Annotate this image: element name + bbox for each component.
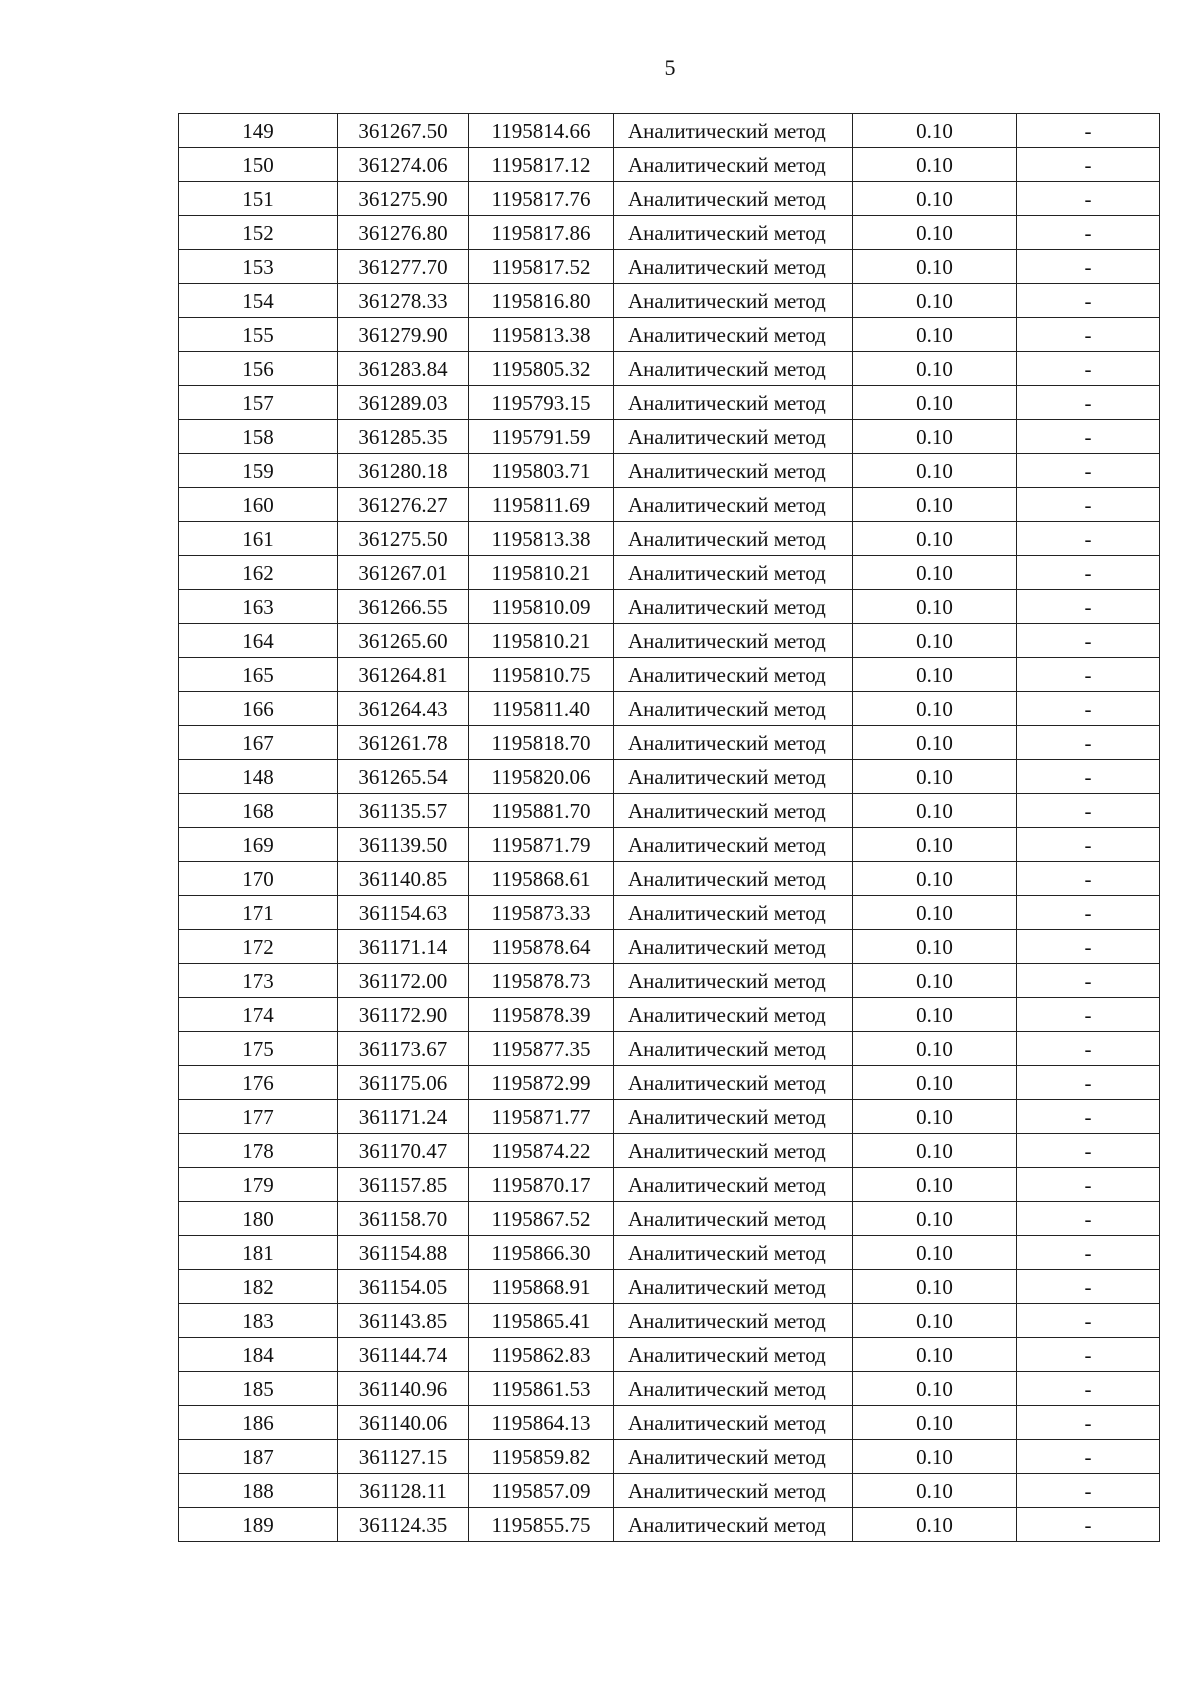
point-number-cell: 156	[179, 352, 338, 386]
accuracy-cell: 0.10	[853, 284, 1017, 318]
table-row	[179, 284, 1160, 318]
table-row	[179, 114, 1160, 148]
accuracy-cell: 0.10	[853, 1270, 1017, 1304]
description-cell: -	[1017, 318, 1160, 352]
y-coordinate-cell: 1195813.38	[469, 522, 614, 556]
y-coordinate-cell: 1195817.76	[469, 182, 614, 216]
method-cell: Аналитический метод	[614, 998, 853, 1032]
point-number-cell: 167	[179, 726, 338, 760]
method-cell: Аналитический метод	[614, 658, 853, 692]
point-number-cell: 171	[179, 896, 338, 930]
x-coordinate-cell: 361266.55	[338, 590, 469, 624]
y-coordinate-cell: 1195870.17	[469, 1168, 614, 1202]
x-coordinate-cell: 361128.11	[338, 1474, 469, 1508]
table-row	[179, 1202, 1160, 1236]
table-row	[179, 760, 1160, 794]
table-row	[179, 1304, 1160, 1338]
description-cell: -	[1017, 420, 1160, 454]
description-cell: -	[1017, 1100, 1160, 1134]
method-cell: Аналитический метод	[614, 1338, 853, 1372]
x-coordinate-cell: 361285.35	[338, 420, 469, 454]
x-coordinate-cell: 361124.35	[338, 1508, 469, 1542]
accuracy-cell: 0.10	[853, 1304, 1017, 1338]
accuracy-cell: 0.10	[853, 556, 1017, 590]
accuracy-cell: 0.10	[853, 862, 1017, 896]
table-row	[179, 352, 1160, 386]
point-number-cell: 180	[179, 1202, 338, 1236]
description-cell: -	[1017, 1202, 1160, 1236]
method-cell: Аналитический метод	[614, 1474, 853, 1508]
description-cell: -	[1017, 726, 1160, 760]
accuracy-cell: 0.10	[853, 1168, 1017, 1202]
method-cell: Аналитический метод	[614, 624, 853, 658]
y-coordinate-cell: 1195865.41	[469, 1304, 614, 1338]
accuracy-cell: 0.10	[853, 1202, 1017, 1236]
y-coordinate-cell: 1195810.21	[469, 624, 614, 658]
point-number-cell: 151	[179, 182, 338, 216]
x-coordinate-cell: 361135.57	[338, 794, 469, 828]
accuracy-cell: 0.10	[853, 896, 1017, 930]
description-cell: -	[1017, 590, 1160, 624]
x-coordinate-cell: 361172.90	[338, 998, 469, 1032]
x-coordinate-cell: 361274.06	[338, 148, 469, 182]
description-cell: -	[1017, 624, 1160, 658]
x-coordinate-cell: 361267.01	[338, 556, 469, 590]
point-number-cell: 187	[179, 1440, 338, 1474]
table-row	[179, 250, 1160, 284]
y-coordinate-cell: 1195814.66	[469, 114, 614, 148]
x-coordinate-cell: 361171.14	[338, 930, 469, 964]
point-number-cell: 173	[179, 964, 338, 998]
table-row	[179, 318, 1160, 352]
y-coordinate-cell: 1195810.09	[469, 590, 614, 624]
table-row	[179, 1372, 1160, 1406]
point-number-cell: 161	[179, 522, 338, 556]
description-cell: -	[1017, 998, 1160, 1032]
accuracy-cell: 0.10	[853, 182, 1017, 216]
method-cell: Аналитический метод	[614, 794, 853, 828]
method-cell: Аналитический метод	[614, 386, 853, 420]
method-cell: Аналитический метод	[614, 590, 853, 624]
description-cell: -	[1017, 556, 1160, 590]
method-cell: Аналитический метод	[614, 352, 853, 386]
y-coordinate-cell: 1195791.59	[469, 420, 614, 454]
point-number-cell: 183	[179, 1304, 338, 1338]
x-coordinate-cell: 361154.05	[338, 1270, 469, 1304]
table-row	[179, 964, 1160, 998]
accuracy-cell: 0.10	[853, 522, 1017, 556]
description-cell: -	[1017, 1474, 1160, 1508]
accuracy-cell: 0.10	[853, 1032, 1017, 1066]
method-cell: Аналитический метод	[614, 148, 853, 182]
point-number-cell: 148	[179, 760, 338, 794]
x-coordinate-cell: 361140.06	[338, 1406, 469, 1440]
description-cell: -	[1017, 250, 1160, 284]
description-cell: -	[1017, 794, 1160, 828]
table-row	[179, 998, 1160, 1032]
description-cell: -	[1017, 114, 1160, 148]
accuracy-cell: 0.10	[853, 794, 1017, 828]
table-row	[179, 1338, 1160, 1372]
description-cell: -	[1017, 216, 1160, 250]
x-coordinate-cell: 361277.70	[338, 250, 469, 284]
x-coordinate-cell: 361279.90	[338, 318, 469, 352]
y-coordinate-cell: 1195817.12	[469, 148, 614, 182]
accuracy-cell: 0.10	[853, 114, 1017, 148]
x-coordinate-cell: 361143.85	[338, 1304, 469, 1338]
method-cell: Аналитический метод	[614, 318, 853, 352]
table-row	[179, 182, 1160, 216]
table-row	[179, 1406, 1160, 1440]
table-row	[179, 488, 1160, 522]
accuracy-cell: 0.10	[853, 998, 1017, 1032]
point-number-cell: 169	[179, 828, 338, 862]
x-coordinate-cell: 361127.15	[338, 1440, 469, 1474]
x-coordinate-cell: 361283.84	[338, 352, 469, 386]
y-coordinate-cell: 1195810.21	[469, 556, 614, 590]
method-cell: Аналитический метод	[614, 114, 853, 148]
x-coordinate-cell: 361261.78	[338, 726, 469, 760]
method-cell: Аналитический метод	[614, 760, 853, 794]
table-row	[179, 590, 1160, 624]
description-cell: -	[1017, 964, 1160, 998]
y-coordinate-cell: 1195816.80	[469, 284, 614, 318]
table-row	[179, 828, 1160, 862]
point-number-cell: 149	[179, 114, 338, 148]
table-row	[179, 930, 1160, 964]
point-number-cell: 159	[179, 454, 338, 488]
point-number-cell: 154	[179, 284, 338, 318]
accuracy-cell: 0.10	[853, 488, 1017, 522]
method-cell: Аналитический метод	[614, 250, 853, 284]
accuracy-cell: 0.10	[853, 1066, 1017, 1100]
x-coordinate-cell: 361276.27	[338, 488, 469, 522]
x-coordinate-cell: 361275.50	[338, 522, 469, 556]
point-number-cell: 155	[179, 318, 338, 352]
x-coordinate-cell: 361264.81	[338, 658, 469, 692]
y-coordinate-cell: 1195861.53	[469, 1372, 614, 1406]
method-cell: Аналитический метод	[614, 1508, 853, 1542]
y-coordinate-cell: 1195818.70	[469, 726, 614, 760]
table-row	[179, 522, 1160, 556]
method-cell: Аналитический метод	[614, 692, 853, 726]
table-row	[179, 1474, 1160, 1508]
y-coordinate-cell: 1195803.71	[469, 454, 614, 488]
point-number-cell: 157	[179, 386, 338, 420]
y-coordinate-cell: 1195873.33	[469, 896, 614, 930]
method-cell: Аналитический метод	[614, 726, 853, 760]
accuracy-cell: 0.10	[853, 1372, 1017, 1406]
y-coordinate-cell: 1195811.69	[469, 488, 614, 522]
description-cell: -	[1017, 1066, 1160, 1100]
x-coordinate-cell: 361157.85	[338, 1168, 469, 1202]
accuracy-cell: 0.10	[853, 454, 1017, 488]
method-cell: Аналитический метод	[614, 1440, 853, 1474]
coordinates-table-body	[179, 114, 1160, 1542]
point-number-cell: 164	[179, 624, 338, 658]
point-number-cell: 160	[179, 488, 338, 522]
point-number-cell: 188	[179, 1474, 338, 1508]
method-cell: Аналитический метод	[614, 1100, 853, 1134]
description-cell: -	[1017, 1236, 1160, 1270]
y-coordinate-cell: 1195793.15	[469, 386, 614, 420]
point-number-cell: 170	[179, 862, 338, 896]
table-row	[179, 556, 1160, 590]
table-row	[179, 454, 1160, 488]
y-coordinate-cell: 1195871.77	[469, 1100, 614, 1134]
y-coordinate-cell: 1195820.06	[469, 760, 614, 794]
accuracy-cell: 0.10	[853, 352, 1017, 386]
description-cell: -	[1017, 760, 1160, 794]
method-cell: Аналитический метод	[614, 1168, 853, 1202]
x-coordinate-cell: 361140.96	[338, 1372, 469, 1406]
accuracy-cell: 0.10	[853, 964, 1017, 998]
accuracy-cell: 0.10	[853, 420, 1017, 454]
description-cell: -	[1017, 148, 1160, 182]
table-row	[179, 1032, 1160, 1066]
table-row	[179, 1270, 1160, 1304]
table-row	[179, 386, 1160, 420]
description-cell: -	[1017, 1372, 1160, 1406]
y-coordinate-cell: 1195805.32	[469, 352, 614, 386]
point-number-cell: 163	[179, 590, 338, 624]
accuracy-cell: 0.10	[853, 726, 1017, 760]
accuracy-cell: 0.10	[853, 1440, 1017, 1474]
table-row	[179, 1100, 1160, 1134]
method-cell: Аналитический метод	[614, 930, 853, 964]
method-cell: Аналитический метод	[614, 1372, 853, 1406]
y-coordinate-cell: 1195857.09	[469, 1474, 614, 1508]
method-cell: Аналитический метод	[614, 284, 853, 318]
table-row	[179, 1236, 1160, 1270]
x-coordinate-cell: 361275.90	[338, 182, 469, 216]
method-cell: Аналитический метод	[614, 1304, 853, 1338]
point-number-cell: 178	[179, 1134, 338, 1168]
y-coordinate-cell: 1195871.79	[469, 828, 614, 862]
description-cell: -	[1017, 1406, 1160, 1440]
x-coordinate-cell: 361278.33	[338, 284, 469, 318]
point-number-cell: 166	[179, 692, 338, 726]
x-coordinate-cell: 361144.74	[338, 1338, 469, 1372]
description-cell: -	[1017, 930, 1160, 964]
accuracy-cell: 0.10	[853, 1134, 1017, 1168]
x-coordinate-cell: 361265.60	[338, 624, 469, 658]
description-cell: -	[1017, 896, 1160, 930]
table-row	[179, 1168, 1160, 1202]
x-coordinate-cell: 361175.06	[338, 1066, 469, 1100]
description-cell: -	[1017, 488, 1160, 522]
accuracy-cell: 0.10	[853, 1338, 1017, 1372]
point-number-cell: 175	[179, 1032, 338, 1066]
x-coordinate-cell: 361173.67	[338, 1032, 469, 1066]
point-number-cell: 189	[179, 1508, 338, 1542]
method-cell: Аналитический метод	[614, 454, 853, 488]
x-coordinate-cell: 361264.43	[338, 692, 469, 726]
accuracy-cell: 0.10	[853, 760, 1017, 794]
accuracy-cell: 0.10	[853, 148, 1017, 182]
table-row	[179, 794, 1160, 828]
y-coordinate-cell: 1195878.73	[469, 964, 614, 998]
y-coordinate-cell: 1195867.52	[469, 1202, 614, 1236]
description-cell: -	[1017, 522, 1160, 556]
description-cell: -	[1017, 182, 1160, 216]
x-coordinate-cell: 361276.80	[338, 216, 469, 250]
y-coordinate-cell: 1195868.61	[469, 862, 614, 896]
description-cell: -	[1017, 1304, 1160, 1338]
y-coordinate-cell: 1195868.91	[469, 1270, 614, 1304]
description-cell: -	[1017, 1508, 1160, 1542]
method-cell: Аналитический метод	[614, 862, 853, 896]
point-number-cell: 186	[179, 1406, 338, 1440]
method-cell: Аналитический метод	[614, 556, 853, 590]
accuracy-cell: 0.10	[853, 1474, 1017, 1508]
accuracy-cell: 0.10	[853, 1100, 1017, 1134]
method-cell: Аналитический метод	[614, 1270, 853, 1304]
point-number-cell: 174	[179, 998, 338, 1032]
description-cell: -	[1017, 1440, 1160, 1474]
x-coordinate-cell: 361171.24	[338, 1100, 469, 1134]
method-cell: Аналитический метод	[614, 1134, 853, 1168]
method-cell: Аналитический метод	[614, 1406, 853, 1440]
table-row	[179, 1508, 1160, 1542]
point-number-cell: 184	[179, 1338, 338, 1372]
method-cell: Аналитический метод	[614, 182, 853, 216]
y-coordinate-cell: 1195859.82	[469, 1440, 614, 1474]
y-coordinate-cell: 1195855.75	[469, 1508, 614, 1542]
point-number-cell: 179	[179, 1168, 338, 1202]
table-row	[179, 1440, 1160, 1474]
accuracy-cell: 0.10	[853, 1406, 1017, 1440]
method-cell: Аналитический метод	[614, 1236, 853, 1270]
x-coordinate-cell: 361172.00	[338, 964, 469, 998]
method-cell: Аналитический метод	[614, 522, 853, 556]
description-cell: -	[1017, 454, 1160, 488]
point-number-cell: 185	[179, 1372, 338, 1406]
page-number: 5	[664, 55, 676, 80]
description-cell: -	[1017, 658, 1160, 692]
y-coordinate-cell: 1195874.22	[469, 1134, 614, 1168]
table-row	[179, 896, 1160, 930]
point-number-cell: 153	[179, 250, 338, 284]
description-cell: -	[1017, 1168, 1160, 1202]
point-number-cell: 176	[179, 1066, 338, 1100]
x-coordinate-cell: 361140.85	[338, 862, 469, 896]
description-cell: -	[1017, 352, 1160, 386]
y-coordinate-cell: 1195811.40	[469, 692, 614, 726]
x-coordinate-cell: 361170.47	[338, 1134, 469, 1168]
description-cell: -	[1017, 692, 1160, 726]
point-number-cell: 158	[179, 420, 338, 454]
accuracy-cell: 0.10	[853, 658, 1017, 692]
method-cell: Аналитический метод	[614, 1032, 853, 1066]
description-cell: -	[1017, 386, 1160, 420]
accuracy-cell: 0.10	[853, 930, 1017, 964]
description-cell: -	[1017, 828, 1160, 862]
y-coordinate-cell: 1195878.64	[469, 930, 614, 964]
coordinates-table	[178, 113, 1160, 1542]
y-coordinate-cell: 1195877.35	[469, 1032, 614, 1066]
method-cell: Аналитический метод	[614, 1066, 853, 1100]
accuracy-cell: 0.10	[853, 590, 1017, 624]
description-cell: -	[1017, 862, 1160, 896]
description-cell: -	[1017, 284, 1160, 318]
point-number-cell: 162	[179, 556, 338, 590]
accuracy-cell: 0.10	[853, 250, 1017, 284]
table-row	[179, 624, 1160, 658]
method-cell: Аналитический метод	[614, 896, 853, 930]
point-number-cell: 150	[179, 148, 338, 182]
table-row	[179, 1134, 1160, 1168]
method-cell: Аналитический метод	[614, 1202, 853, 1236]
y-coordinate-cell: 1195881.70	[469, 794, 614, 828]
accuracy-cell: 0.10	[853, 318, 1017, 352]
y-coordinate-cell: 1195810.75	[469, 658, 614, 692]
y-coordinate-cell: 1195864.13	[469, 1406, 614, 1440]
point-number-cell: 181	[179, 1236, 338, 1270]
point-number-cell: 168	[179, 794, 338, 828]
y-coordinate-cell: 1195813.38	[469, 318, 614, 352]
accuracy-cell: 0.10	[853, 828, 1017, 862]
x-coordinate-cell: 361267.50	[338, 114, 469, 148]
accuracy-cell: 0.10	[853, 624, 1017, 658]
table-row	[179, 862, 1160, 896]
point-number-cell: 172	[179, 930, 338, 964]
y-coordinate-cell: 1195872.99	[469, 1066, 614, 1100]
method-cell: Аналитический метод	[614, 488, 853, 522]
description-cell: -	[1017, 1134, 1160, 1168]
x-coordinate-cell: 361265.54	[338, 760, 469, 794]
table-row	[179, 420, 1160, 454]
description-cell: -	[1017, 1032, 1160, 1066]
description-cell: -	[1017, 1270, 1160, 1304]
x-coordinate-cell: 361154.63	[338, 896, 469, 930]
method-cell: Аналитический метод	[614, 828, 853, 862]
description-cell: -	[1017, 1338, 1160, 1372]
point-number-cell: 165	[179, 658, 338, 692]
table-row	[179, 726, 1160, 760]
accuracy-cell: 0.10	[853, 216, 1017, 250]
accuracy-cell: 0.10	[853, 1508, 1017, 1542]
accuracy-cell: 0.10	[853, 1236, 1017, 1270]
x-coordinate-cell: 361139.50	[338, 828, 469, 862]
y-coordinate-cell: 1195817.86	[469, 216, 614, 250]
table-row	[179, 692, 1160, 726]
point-number-cell: 177	[179, 1100, 338, 1134]
x-coordinate-cell: 361280.18	[338, 454, 469, 488]
table-row	[179, 658, 1160, 692]
method-cell: Аналитический метод	[614, 216, 853, 250]
y-coordinate-cell: 1195878.39	[469, 998, 614, 1032]
table-row	[179, 148, 1160, 182]
point-number-cell: 152	[179, 216, 338, 250]
table-row	[179, 1066, 1160, 1100]
x-coordinate-cell: 361289.03	[338, 386, 469, 420]
accuracy-cell: 0.10	[853, 386, 1017, 420]
method-cell: Аналитический метод	[614, 420, 853, 454]
x-coordinate-cell: 361154.88	[338, 1236, 469, 1270]
point-number-cell: 182	[179, 1270, 338, 1304]
method-cell: Аналитический метод	[614, 964, 853, 998]
y-coordinate-cell: 1195866.30	[469, 1236, 614, 1270]
accuracy-cell: 0.10	[853, 692, 1017, 726]
y-coordinate-cell: 1195862.83	[469, 1338, 614, 1372]
y-coordinate-cell: 1195817.52	[469, 250, 614, 284]
table-row	[179, 216, 1160, 250]
x-coordinate-cell: 361158.70	[338, 1202, 469, 1236]
